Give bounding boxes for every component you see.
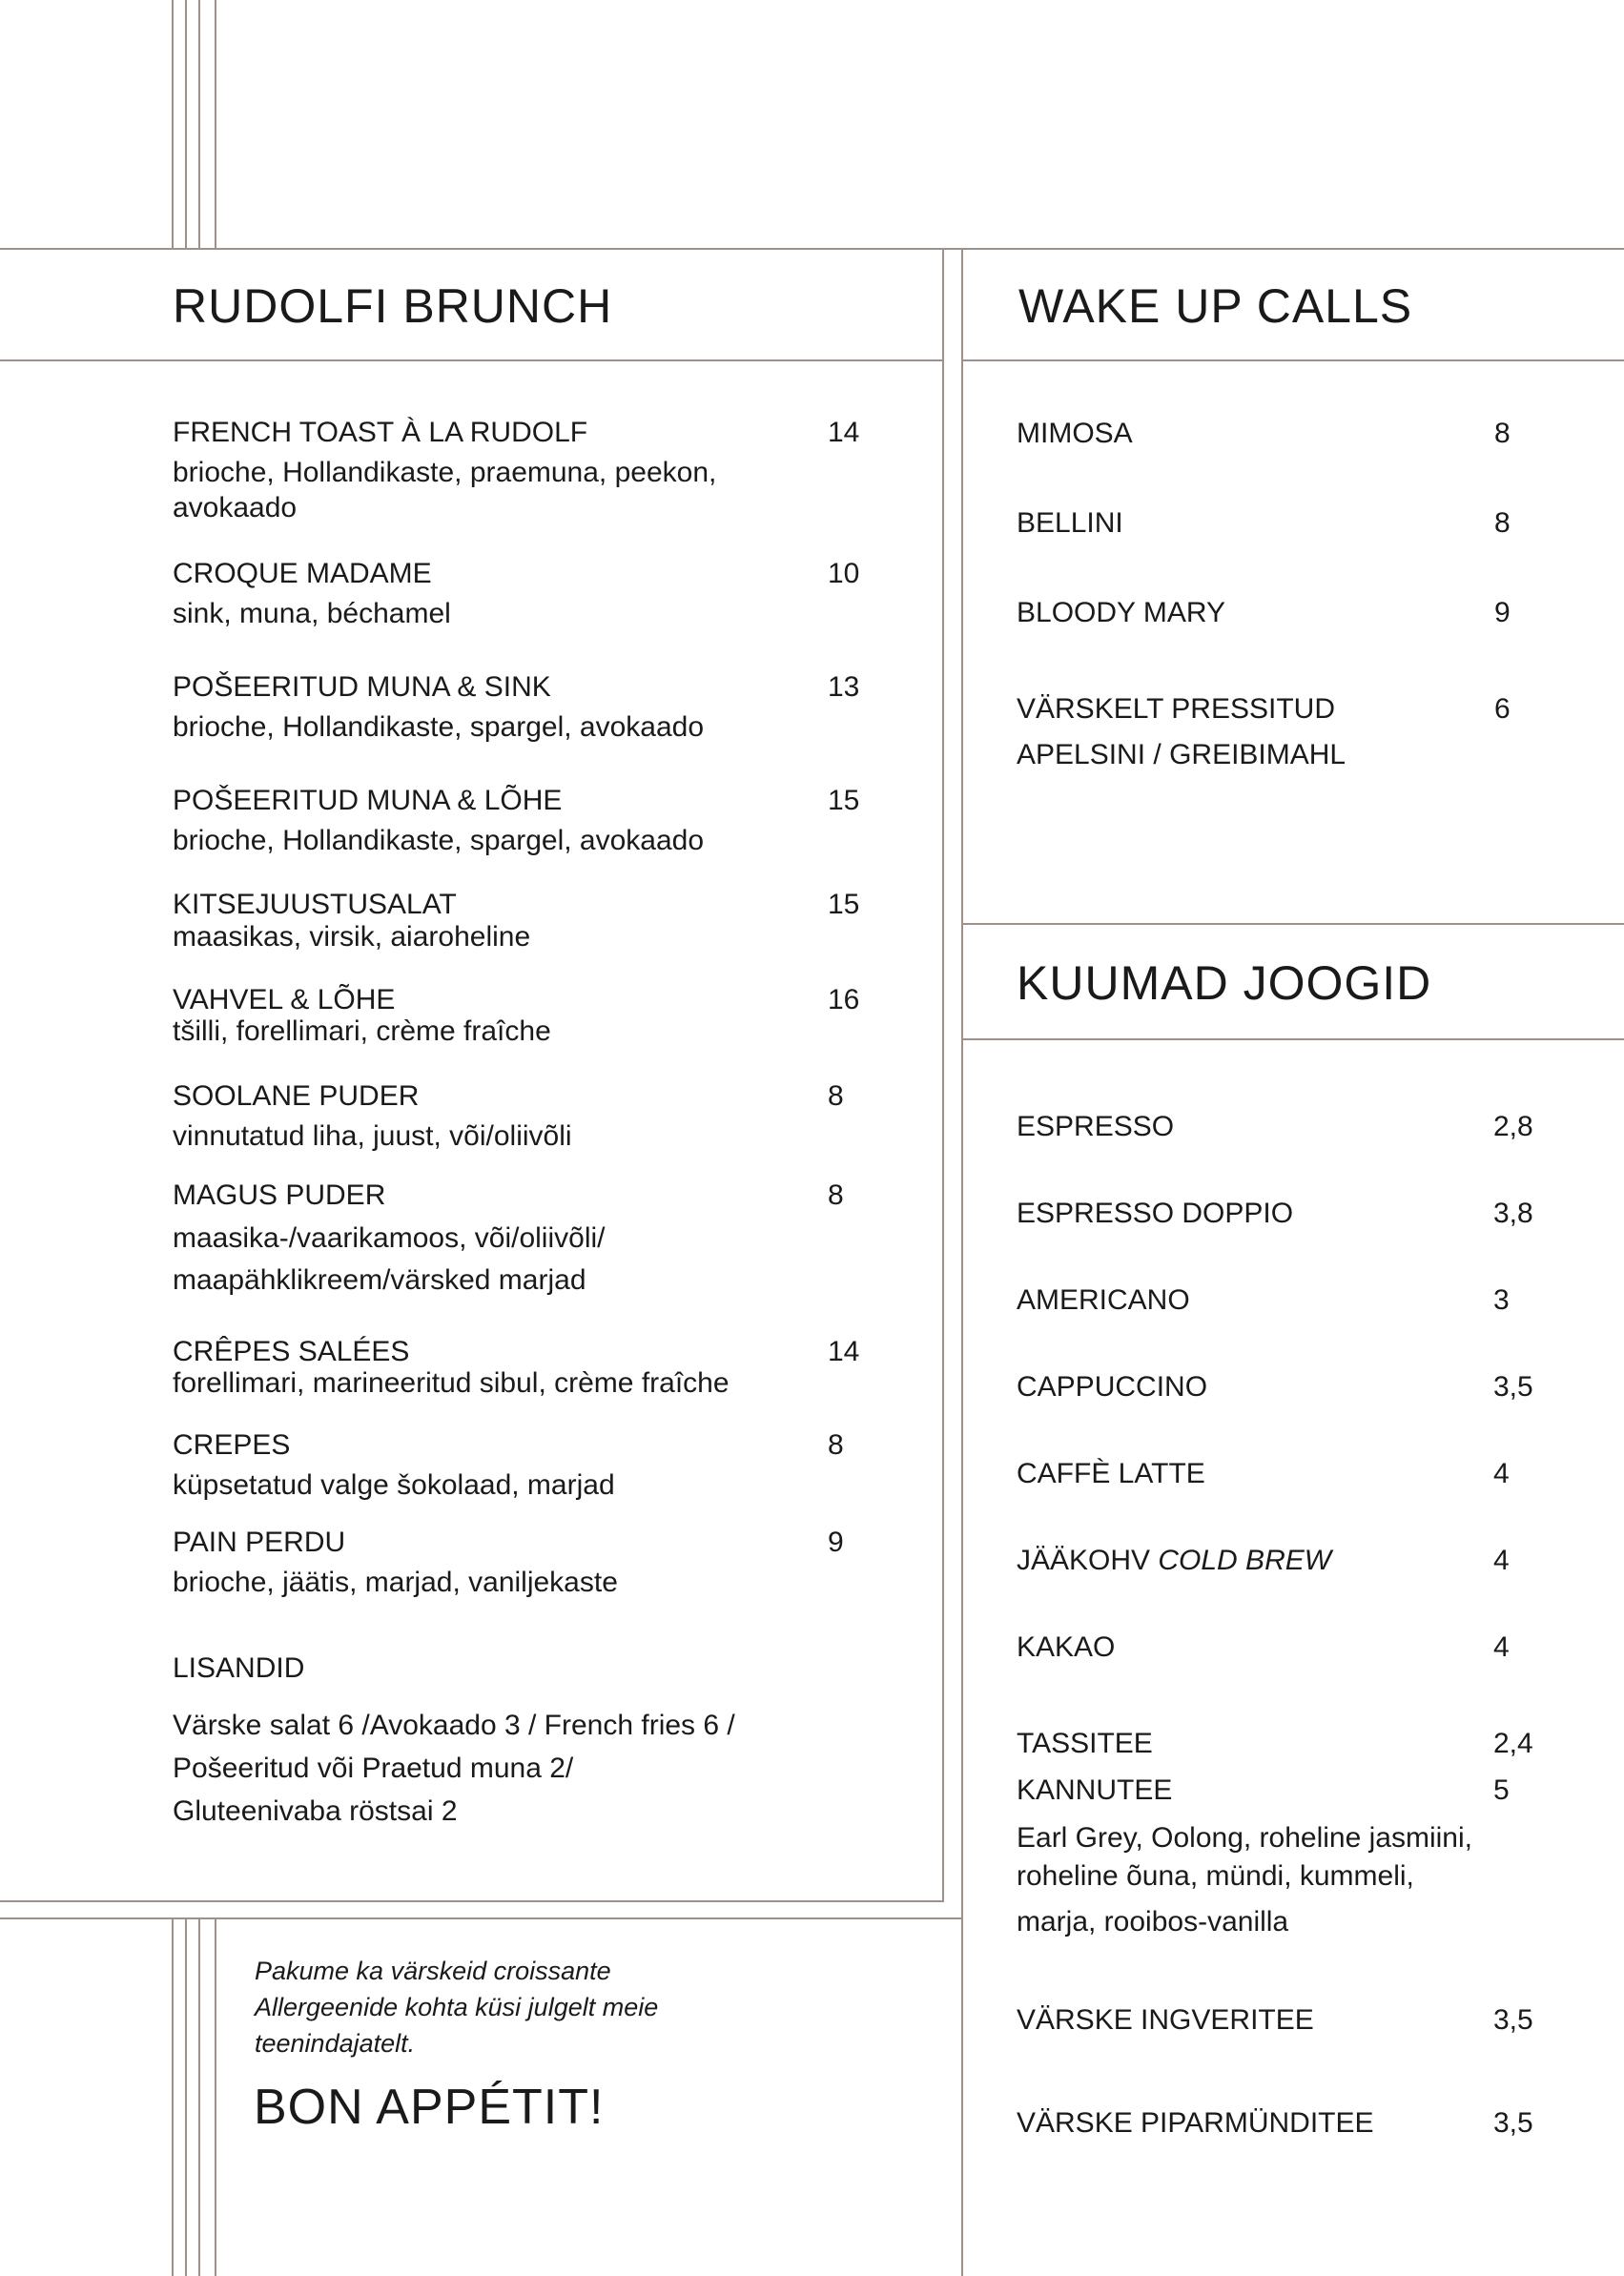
menu-item-price: 13 [828, 671, 860, 703]
drink-price: 4 [1493, 1458, 1510, 1489]
menu-item-price: 15 [828, 889, 860, 920]
bon-appetit: BON APPÉTIT! [254, 2080, 605, 2135]
frame-line [962, 359, 1624, 361]
footer-note: teenindajatelt. [255, 2029, 416, 2058]
menu-item-price: 15 [828, 785, 860, 816]
extras-title: LISANDID [173, 1652, 305, 1684]
drink-name: KAKAO [1017, 1631, 1116, 1663]
drink-price: 4 [1493, 1631, 1510, 1663]
drink-name: ESPRESSO [1017, 1111, 1175, 1142]
drink-name: TASSITEE [1017, 1728, 1153, 1759]
drink-name-main: JÄÄKOHV [1017, 1545, 1159, 1576]
menu-item-desc: maapähklikreem/värsked marjad [173, 1264, 586, 1296]
menu-item-desc: vinnutatud liha, juust, või/oliivõli [173, 1120, 572, 1152]
drink-name: VÄRSKE INGVERITEE [1017, 2004, 1314, 2036]
menu-item-price: 14 [828, 1336, 860, 1367]
menu-item-name: FRENCH TOAST À LA RUDOLF [173, 417, 588, 448]
drink-name: BLOODY MARY [1017, 597, 1225, 628]
extras-line: Gluteenivaba röstsai 2 [173, 1795, 458, 1827]
drink-name: AMERICANO [1017, 1284, 1190, 1316]
frame-line [198, 0, 200, 248]
drink-price: 3,5 [1493, 2004, 1533, 2036]
menu-item-desc: brioche, jäätis, marjad, vaniljekaste [173, 1567, 618, 1598]
drink-price: 8 [1494, 418, 1511, 449]
menu-item-desc: maasika-/vaarikamoos, või/oliivõli/ [173, 1222, 606, 1254]
frame-line [0, 359, 944, 361]
menu-item-price: 9 [828, 1527, 844, 1558]
tea-desc: marja, rooibos-vanilla [1017, 1906, 1289, 1938]
tea-desc: roheline õuna, mündi, kummeli, [1017, 1860, 1414, 1892]
menu-item-desc: küpsetatud valge šokolaad, marjad [173, 1469, 615, 1501]
menu-item-name: PAIN PERDU [173, 1527, 346, 1558]
drink-name: ESPRESSO DOPPIO [1017, 1198, 1294, 1229]
drink-price: 6 [1494, 693, 1511, 725]
menu-item-desc: forellimari, marineeritud sibul, crème fraîche [173, 1367, 730, 1399]
drink-price: 5 [1493, 1774, 1510, 1806]
menu-item-name: SOOLANE PUDER [173, 1080, 420, 1112]
frame-line [962, 1038, 1624, 1040]
menu-item-desc: brioche, Hollandikaste, spargel, avokaado [173, 711, 705, 743]
drink-name: KANNUTEE [1017, 1774, 1173, 1806]
drink-price: 3 [1493, 1284, 1510, 1316]
drink-name: BELLINI [1017, 507, 1123, 539]
menu-item-name: CREPES [173, 1429, 291, 1461]
menu-item-desc: brioche, Hollandikaste, praemuna, peekon, [173, 457, 717, 488]
frame-line [942, 248, 944, 1902]
drink-price: 3,5 [1493, 2107, 1533, 2139]
drink-price: 8 [1494, 507, 1511, 539]
drink-price: 3,5 [1493, 1371, 1533, 1403]
tea-desc: Earl Grey, Oolong, roheline jasmiini, [1017, 1822, 1472, 1854]
footer-note: Pakume ka värskeid croissante [255, 1957, 611, 1985]
frame-line [172, 0, 174, 248]
menu-item-price: 14 [828, 417, 860, 448]
drink-name: VÄRSKE PIPARMÜNDITEE [1017, 2107, 1374, 2139]
footer-note: Allergeenide kohta küsi julgelt meie [255, 1993, 659, 2021]
menu-item-price: 8 [828, 1179, 844, 1211]
brunch-title: RUDOLFI BRUNCH [173, 279, 613, 333]
drink-name: VÄRSKELT PRESSITUD [1017, 693, 1335, 725]
menu-item-name: POŠEERITUD MUNA & SINK [173, 671, 551, 703]
menu-item-desc: tšilli, forellimari, crème fraîche [173, 1015, 551, 1047]
menu-item-name: POŠEERITUD MUNA & LÕHE [173, 785, 563, 816]
extras-line: Värske salat 6 /Avokaado 3 / French fries 6 / [173, 1710, 735, 1741]
drink-price: 4 [1493, 1545, 1510, 1576]
menu-item-name: KITSEJUUSTUSALAT [173, 889, 457, 920]
menu-item-desc: maasikas, virsik, aiaroheline [173, 921, 531, 953]
drink-name-italic: COLD BREW [1158, 1545, 1332, 1576]
frame-line [962, 923, 1624, 925]
menu-item-price: 8 [828, 1429, 844, 1461]
hot-title: KUUMAD JOOGID [1017, 956, 1432, 1010]
menu-item-desc: avokaado [173, 492, 298, 523]
frame-line [172, 1917, 174, 2276]
menu-item-name: CROQUE MADAME [173, 558, 432, 589]
frame-line [961, 248, 963, 2276]
drink-sub: APELSINI / GREIBIMAHL [1017, 739, 1346, 770]
drink-name [1017, 1545, 1331, 1577]
menu-item-price: 16 [828, 984, 860, 1015]
extras-line: Pošeeritud või Praetud muna 2/ [173, 1753, 574, 1784]
frame-line [0, 1900, 944, 1902]
menu-item-name: CRÊPES SALÉES [173, 1336, 410, 1367]
menu-item-name: MAGUS PUDER [173, 1179, 386, 1211]
frame-line [215, 1917, 216, 2276]
drink-name: CAFFÈ LATTE [1017, 1458, 1205, 1489]
wake-title: WAKE UP CALLS [1018, 279, 1413, 333]
frame-line [185, 0, 187, 248]
menu-item-name: VAHVEL & LÕHE [173, 984, 396, 1015]
menu-item-price: 10 [828, 558, 860, 589]
frame-line [0, 1917, 962, 1919]
menu-item-desc: brioche, Hollandikaste, spargel, avokaado [173, 825, 705, 856]
menu-item-desc: sink, muna, béchamel [173, 598, 451, 629]
frame-line [215, 0, 216, 248]
drink-price: 2,4 [1493, 1728, 1533, 1759]
frame-line [185, 1917, 187, 2276]
drink-price: 9 [1494, 597, 1511, 628]
drink-name: CAPPUCCINO [1017, 1371, 1208, 1403]
menu-item-price: 8 [828, 1080, 844, 1112]
frame-line [198, 1917, 200, 2276]
frame-line [0, 248, 1624, 250]
drink-name: MIMOSA [1017, 418, 1133, 449]
drink-price: 2,8 [1493, 1111, 1533, 1142]
drink-price: 3,8 [1493, 1198, 1533, 1229]
